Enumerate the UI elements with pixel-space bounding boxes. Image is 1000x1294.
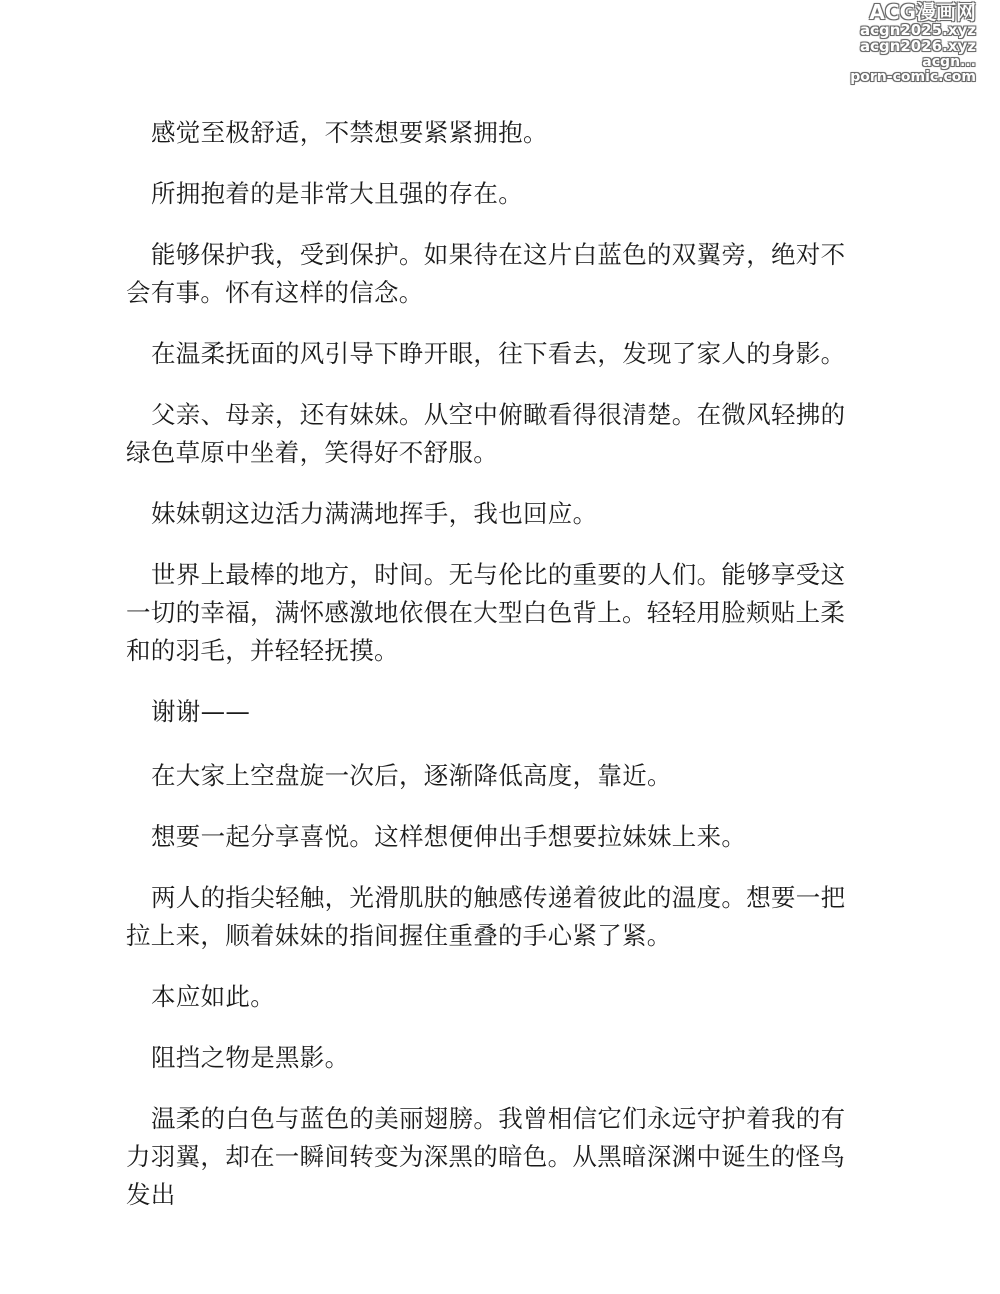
paragraph-2: 所拥抱着的是非常大且强的存在。 xyxy=(151,179,523,208)
paragraph-1: 感觉至极舒适，不禁想要紧紧拥抱。 xyxy=(151,118,548,147)
watermark-site-name: ACG漫画网 xyxy=(869,0,976,24)
paragraph-4: 在温柔抚面的风引导下睁开眼，往下看去，发现了家人的身影。 xyxy=(151,339,846,368)
watermark-mirror-1: acgn2025.xyz xyxy=(859,21,976,39)
paragraph-12: 本应如此。 xyxy=(151,982,275,1011)
paragraph-14: 温柔的白色与蓝色的美丽翅膀。我曾相信它们永远守护着我的有力羽翼，却在一瞬间转变为深黑的暗色。从黑暗深渊中诞生的怪鸟发出 xyxy=(126,1104,846,1209)
story-text xyxy=(126,114,866,1237)
paragraph-13: 阻挡之物是黑影。 xyxy=(151,1043,350,1072)
watermark-mirror-2: acgn2026.xyz xyxy=(859,37,976,55)
paragraph-7: 世界上最棒的地方，时间。无与伦比的重要的人们。能够享受这一切的幸福，满怀感激地依偎在大型白色背上。轻轻用脸颊贴上柔和的羽毛，并轻轻抚摸。 xyxy=(126,560,846,665)
paragraph-10: 想要一起分享喜悦。这样想便伸出手想要拉妹妹上来。 xyxy=(151,822,747,851)
paragraph-8: 谢谢—— xyxy=(151,697,251,726)
site-watermark xyxy=(826,2,976,84)
watermark-mirror-3: acgn... xyxy=(922,54,976,70)
paragraph-9: 在大家上空盘旋一次后，逐渐降低高度，靠近。 xyxy=(151,761,672,790)
paragraph-6: 妹妹朝这边活力满满地挥手，我也回应。 xyxy=(151,499,598,528)
paragraph-5: 父亲、母亲，还有妹妹。从空中俯瞰看得很清楚。在微风轻拂的绿色草原中坐着，笑得好不舒服。 xyxy=(126,400,846,467)
watermark-mirror-4: porn-comic.com xyxy=(850,69,976,85)
paragraph-3: 能够保护我，受到保护。如果待在这片白蓝色的双翼旁，绝对不会有事。怀有这样的信念。 xyxy=(126,240,846,307)
paragraph-11: 两人的指尖轻触，光滑肌肤的触感传递着彼此的温度。想要一把拉上来，顺着妹妹的指间握住重叠的手心紧了紧。 xyxy=(126,883,846,950)
